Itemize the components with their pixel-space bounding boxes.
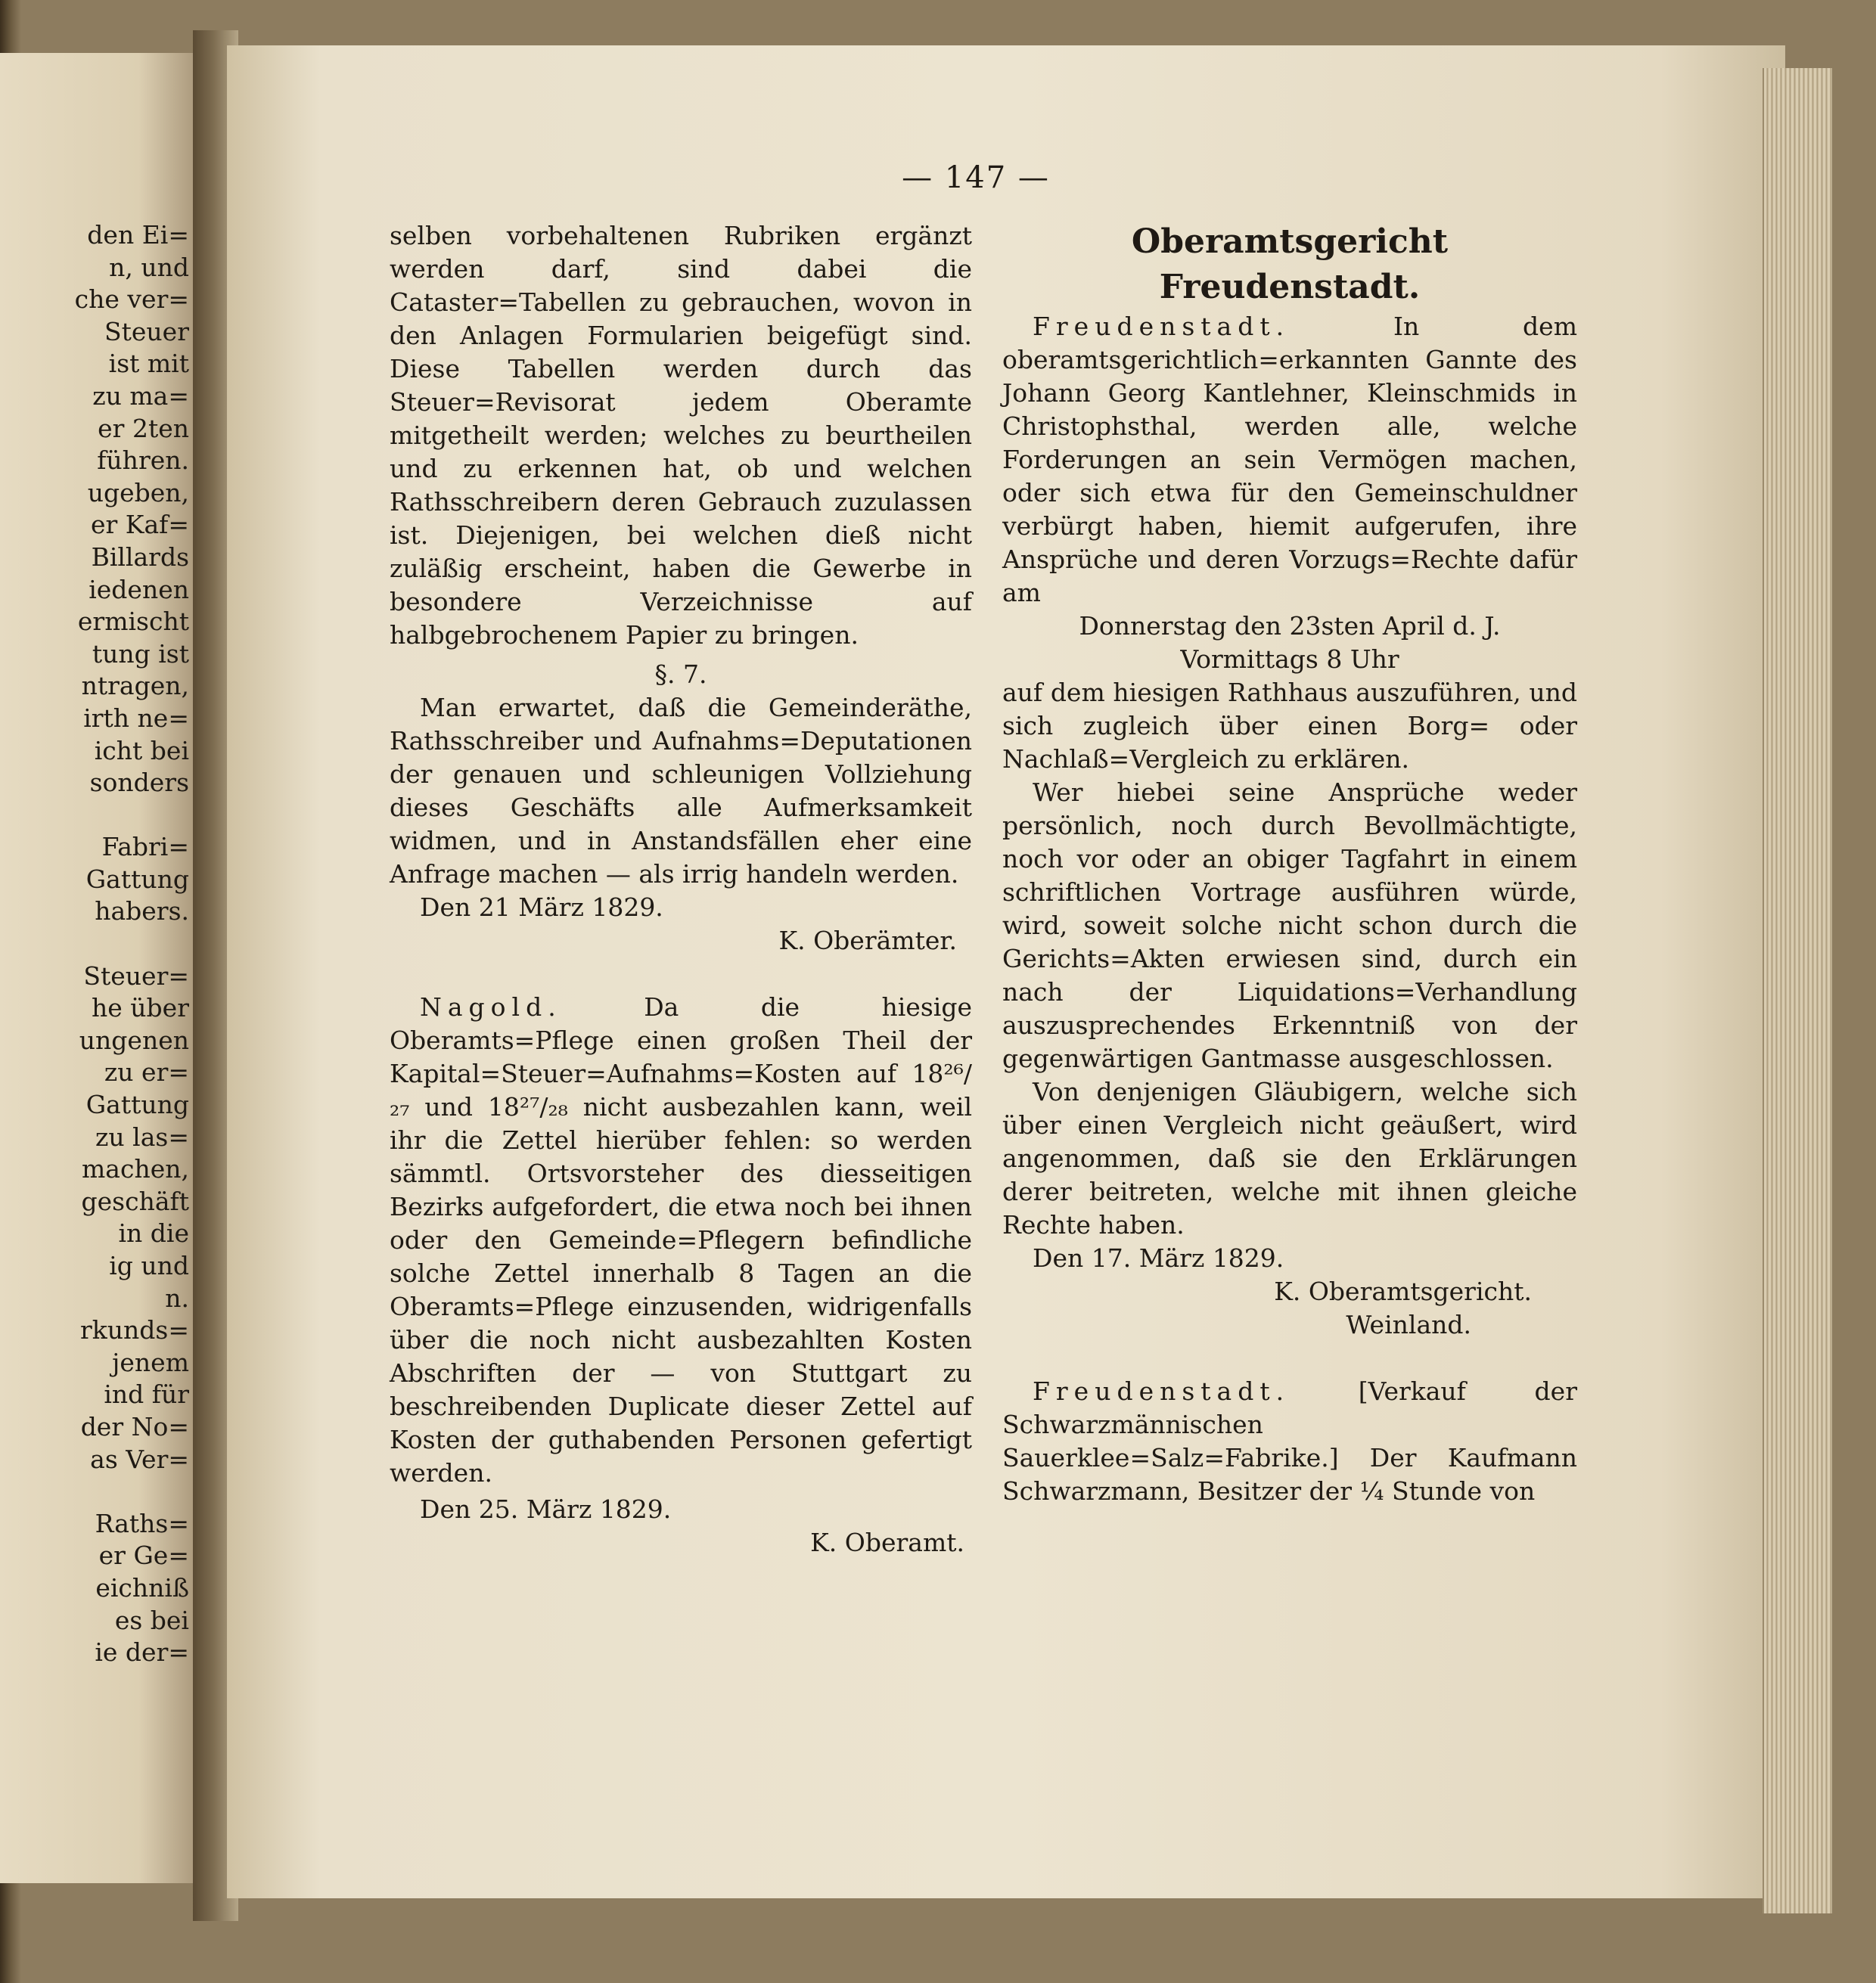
fragment-line: ntragen, — [81, 671, 189, 701]
fragment-line: in die — [118, 1218, 189, 1249]
place-name: Nagold. — [420, 992, 562, 1022]
fragment-line: er Ge= — [98, 1541, 189, 1571]
fragment-line: es bei — [114, 1605, 189, 1635]
paragraph: Man erwartet, daß die Gemeinderäthe, Rathsschreiber und Aufnahms=Deputationen der genauen und schleunigen Vollziehung dieses Geschäfts alle Aufmerksamkeit widmen, und in Anstandsfällen eher eine Anfrage machen — als irrig handeln werden. — [390, 693, 972, 889]
paragraph: In dem oberamtsgerichtlich=erkannten Gannte des Johann Georg Kantlehner, Kleinschmids in Christophsthal, werden alle, welche Forderungen an sein Vermögen machen, oder sich etwa für den Gemeinschuldner verbürgt haben, hiemit aufgerufen, ihre Ansprüche und deren Vorzugs=Rechte dafür am — [1002, 312, 1577, 607]
fragment-line: Billards — [91, 542, 189, 572]
page-number: — 147 — — [902, 160, 1050, 195]
paragraph: [Verkauf der Schwarzmännischen Sauerklee=Salz=Fabrike.] Der Kaufmann Schwarzmann, Besitzer der ¼ Stunde von — [1002, 1376, 1577, 1506]
date-line: Den 25. März 1829. — [420, 1494, 672, 1524]
fragment-line: as Ver= — [90, 1444, 189, 1474]
fragment-line: habers. — [95, 896, 189, 926]
fragment-line: Raths= — [95, 1508, 189, 1538]
fragment-line: zu las= — [95, 1122, 189, 1152]
paragraph: Von denjenigen Gläubigern, welche sich über einen Vergleich nicht geäußert, wird angenommen, daß sie den Erklärungen derer beitreten, welche mit ihnen gleiche Rechte haben. — [1002, 1077, 1577, 1240]
fragment-line: rkunds= — [80, 1315, 189, 1345]
place-name: Freudenstadt. — [1033, 312, 1291, 341]
section-number: §. 7. — [654, 659, 707, 689]
fragment-line: ig und — [109, 1251, 189, 1280]
place-name: Freudenstadt. — [1033, 1376, 1291, 1406]
fragment-line: tung ist — [92, 638, 189, 669]
fragment-line: n. — [165, 1283, 189, 1313]
fragment-line: sonders — [89, 768, 189, 798]
right-column — [1002, 219, 1577, 1508]
fragment-line: icht bei — [94, 735, 189, 765]
fragment-line: ugeben, — [87, 477, 189, 507]
fragment-line: er 2ten — [98, 413, 189, 443]
fragment-line: er Kaf= — [91, 510, 189, 540]
fragment-line: che ver= — [74, 284, 189, 315]
fragment-line: n, und — [109, 252, 189, 282]
fragment-line: he über — [92, 993, 189, 1023]
signature: K. Oberamtsgericht. — [1274, 1277, 1532, 1306]
fragment-line: Gattung — [85, 1090, 189, 1120]
fragment-line: eichniß — [95, 1572, 189, 1603]
fragment-line: geschäft — [81, 1186, 189, 1216]
date-line: Den 21 März 1829. — [420, 892, 663, 922]
fragment-line: der No= — [80, 1411, 189, 1441]
fragment-line: ist mit — [108, 349, 189, 379]
date-line: Donnerstag den 23sten April d. J. — [1079, 611, 1501, 641]
fragment-line — [0, 799, 189, 832]
fragment-line: Fabri= — [101, 832, 189, 862]
signature: K. Oberämter. — [778, 926, 957, 955]
previous-page-fragment — [0, 53, 198, 1883]
fragment-line: ie der= — [95, 1637, 189, 1668]
section-heading: Oberamtsgericht Freudenstadt. — [1131, 222, 1449, 306]
fragment-line: zu er= — [104, 1057, 189, 1088]
signature-name: Weinland. — [1346, 1310, 1471, 1339]
paragraph: auf dem hiesigen Rathhaus auszuführen, und sich zugleich über einen Borg= oder Nachlaß=Vergleich zu erklären. — [1002, 678, 1577, 774]
fragment-line: jenem — [112, 1347, 189, 1377]
fragment-line — [0, 1476, 189, 1508]
fragment-line: machen, — [82, 1154, 189, 1184]
fragment-line: irth ne= — [83, 703, 189, 733]
fragment-line: ermischt — [77, 607, 189, 637]
page-edges — [1763, 68, 1832, 1913]
fragment-line: den Ei= — [87, 220, 189, 250]
fragment-line: Steuer — [104, 316, 189, 346]
left-column — [390, 219, 972, 1559]
time-line: Vormittags 8 Uhr — [1180, 644, 1399, 674]
fragment-line: iedenen — [89, 574, 189, 604]
signature: K. Oberamt. — [810, 1528, 964, 1557]
fragment-line: führen. — [97, 445, 189, 476]
previous-page-text — [0, 219, 189, 1669]
fragment-line: zu ma= — [92, 380, 189, 411]
paragraph: selben vorbehaltenen Rubriken ergänzt werden darf, sind dabei die Cataster=Tabellen zu gebrauchen, wovon in den Anlagen Formularien beigefügt sind. Diese Tabellen werden durch das Steuer=Revisorat jedem Oberamte mitgetheilt werden; welches zu beurtheilen und zu erkennen hat, ob und welchen Rathsschreibern deren Gebrauch zuzulassen ist. Diejenigen, bei welchen dieß nicht zuläßig erscheint, haben die Gewerbe in besondere Verzeichnisse auf halbgebrochenem Papier zu bringen. — [390, 221, 972, 650]
fragment-line: ungenen — [79, 1025, 189, 1055]
fragment-line — [0, 928, 189, 960]
paragraph: Da die hiesige Oberamts=Pflege einen großen Theil der Kapital=Steuer=Aufnahms=Kosten auf 18²⁶/₂₇ und 18²⁷/₂₈ nicht ausbezahlen kann, weil ihr die Zettel hierüber fehlen: so werden sämmtl. Ortsvorsteher des diesseitigen Bezirks aufgefordert, die etwa noch bei ihnen oder den Gemeinde=Pflegern befindliche solche Zettel innerhalb 8 Tagen an die Oberamts=Pflege einzusenden, widrigenfalls über die noch nicht ausbezahlten Kosten Abschriften der — von Stuttgart zu beschreibenden Duplicate dieser Zettel auf Kosten der guthabenden Personen gefertigt werden. — [390, 992, 972, 1488]
fragment-line: Gattung — [85, 864, 189, 894]
fragment-line: ind für — [104, 1379, 189, 1410]
fragment-line: Steuer= — [83, 960, 189, 991]
paragraph: Wer hiebei seine Ansprüche weder persönlich, noch durch Bevollmächtigte, noch vor oder an obiger Tagfahrt in einem schriftlichen Vortrage ausführen würde, wird, soweit solche nicht schon durch die Gerichts=Akten erwiesen sind, durch ein nach der Liquidations=Verhandlung auszusprechendes Erkenntniß von der gegenwärtigen Gantmasse ausgeschlossen. — [1002, 777, 1577, 1073]
date-line: Den 17. März 1829. — [1033, 1243, 1284, 1273]
